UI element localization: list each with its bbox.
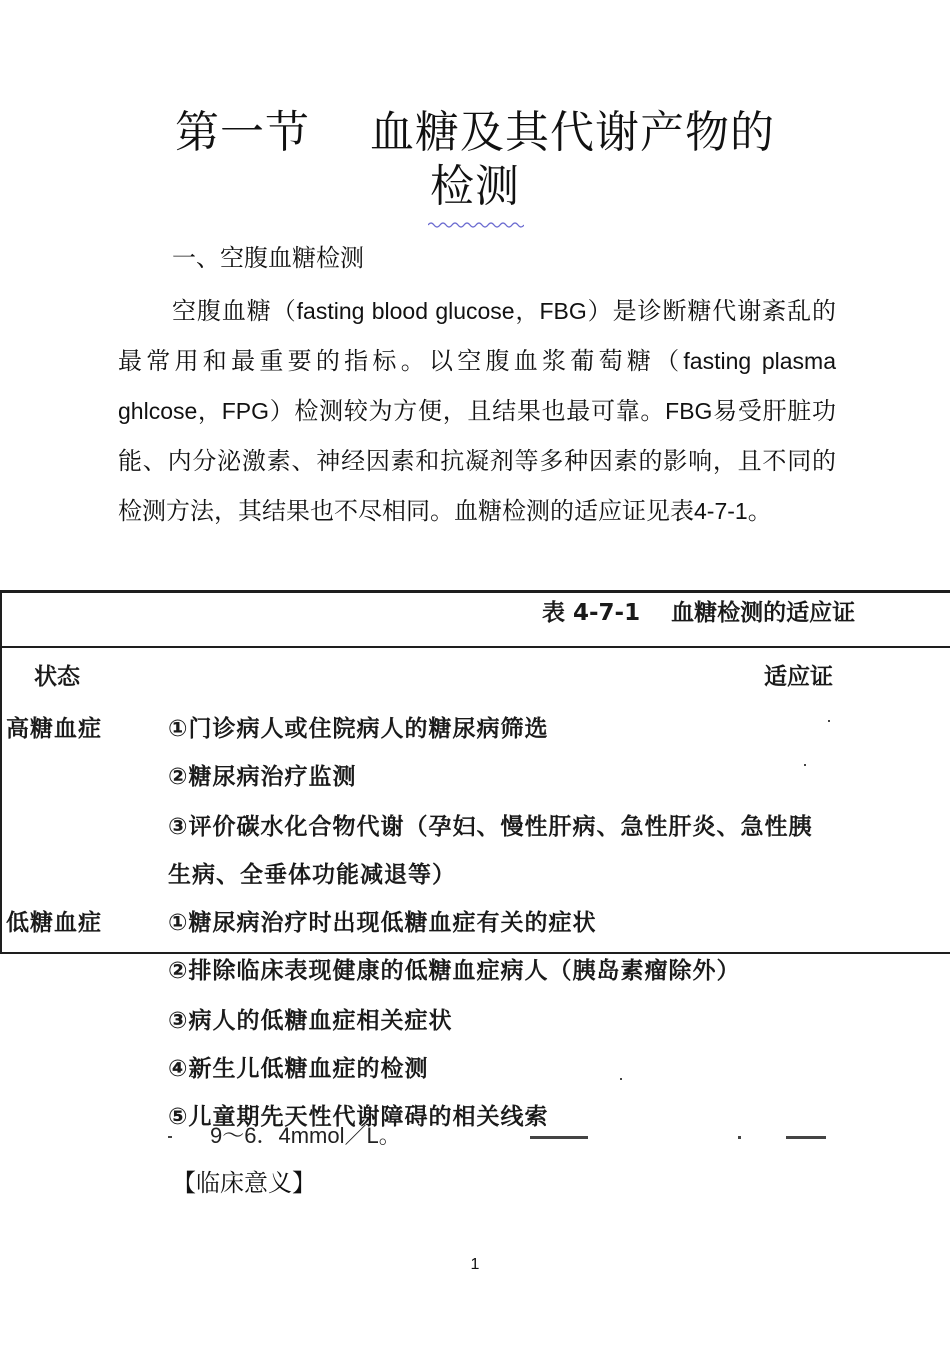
title-line-1: 第一节 血糖及其代谢产物的 [175, 107, 775, 158]
state-hyperglycemia: 高糖血症 [6, 716, 102, 742]
scanned-indication-table [0, 590, 950, 1140]
table-rule-left [0, 590, 2, 954]
overlapping-reference-value: 9～6．4mmol／L。 [210, 1123, 401, 1148]
indication-item: ②排除临床表现健康的低糖血症病人（胰岛素瘤除外） [168, 958, 741, 984]
indication-item: ③病人的低糖血症相关症状 [168, 1008, 453, 1034]
section-heading: 一、空腹血糖检测 [172, 244, 364, 272]
body-paragraph [118, 286, 836, 536]
paragraph-text: 易受肝脏功能、内分泌激素、神经因素和抗凝剂等多种因素的影响，且不同的检测方法，其结果也不尽相同。血糖检测的适应证见表 [118, 397, 837, 525]
table-rule-bottom [0, 952, 950, 954]
indication-item: ④新生儿低糖血症的检测 [168, 1056, 429, 1082]
scan-speck [738, 1136, 741, 1139]
scan-speck [620, 1078, 622, 1080]
page-title [0, 106, 950, 214]
paragraph-latin: FBG [665, 398, 713, 424]
paragraph-text: ）检测较为方便，且结果也最可靠。 [269, 397, 666, 425]
indication-item: ⑤儿童期先天性代谢障碍的相关线索 [168, 1104, 549, 1130]
page-number: 1 [470, 1256, 480, 1273]
table-rule-top [0, 590, 950, 593]
spellcheck-squiggle [428, 221, 524, 229]
paragraph-latin: fasting blood glucose，FBG [296, 298, 587, 324]
column-header-state: 状态 [34, 664, 80, 690]
paragraph-text: ）是诊断糖代谢紊乱的最常用和最重要的指标。以空腹血浆葡萄糖（ [118, 297, 837, 375]
paragraph-text: 。 [747, 497, 772, 525]
title-line-2: 检测 [430, 161, 520, 212]
paragraph-latin: 4-7-1 [694, 498, 748, 524]
scan-speck [786, 1136, 826, 1139]
scan-speck [828, 720, 830, 722]
scan-speck [530, 1136, 588, 1139]
paragraph-latin: fasting plasma ghlcose，FPG [118, 348, 836, 424]
clinical-significance-heading: 【临床意义】 [172, 1169, 316, 1197]
indication-item: 生病、全垂体功能减退等） [168, 862, 456, 888]
state-hypoglycemia: 低糖血症 [6, 910, 102, 936]
indication-item: ②糖尿病治疗监测 [168, 764, 357, 790]
table-rule-header [0, 646, 950, 648]
scan-speck [804, 764, 806, 766]
table-caption: 表 4-7-1 血糖检测的适应证 [542, 600, 856, 626]
scan-speck [168, 1136, 172, 1138]
paragraph-text: 空腹血糖（ [172, 297, 297, 325]
indication-item: ①门诊病人或住院病人的糖尿病筛选 [168, 716, 549, 742]
column-header-indication: 适应证 [764, 664, 833, 690]
indication-item: ①糖尿病治疗时出现低糖血症有关的症状 [168, 910, 597, 936]
indication-item: ③评价碳水化合物代谢（孕妇、慢性肝病、急性肝炎、急性胰 [168, 814, 813, 840]
